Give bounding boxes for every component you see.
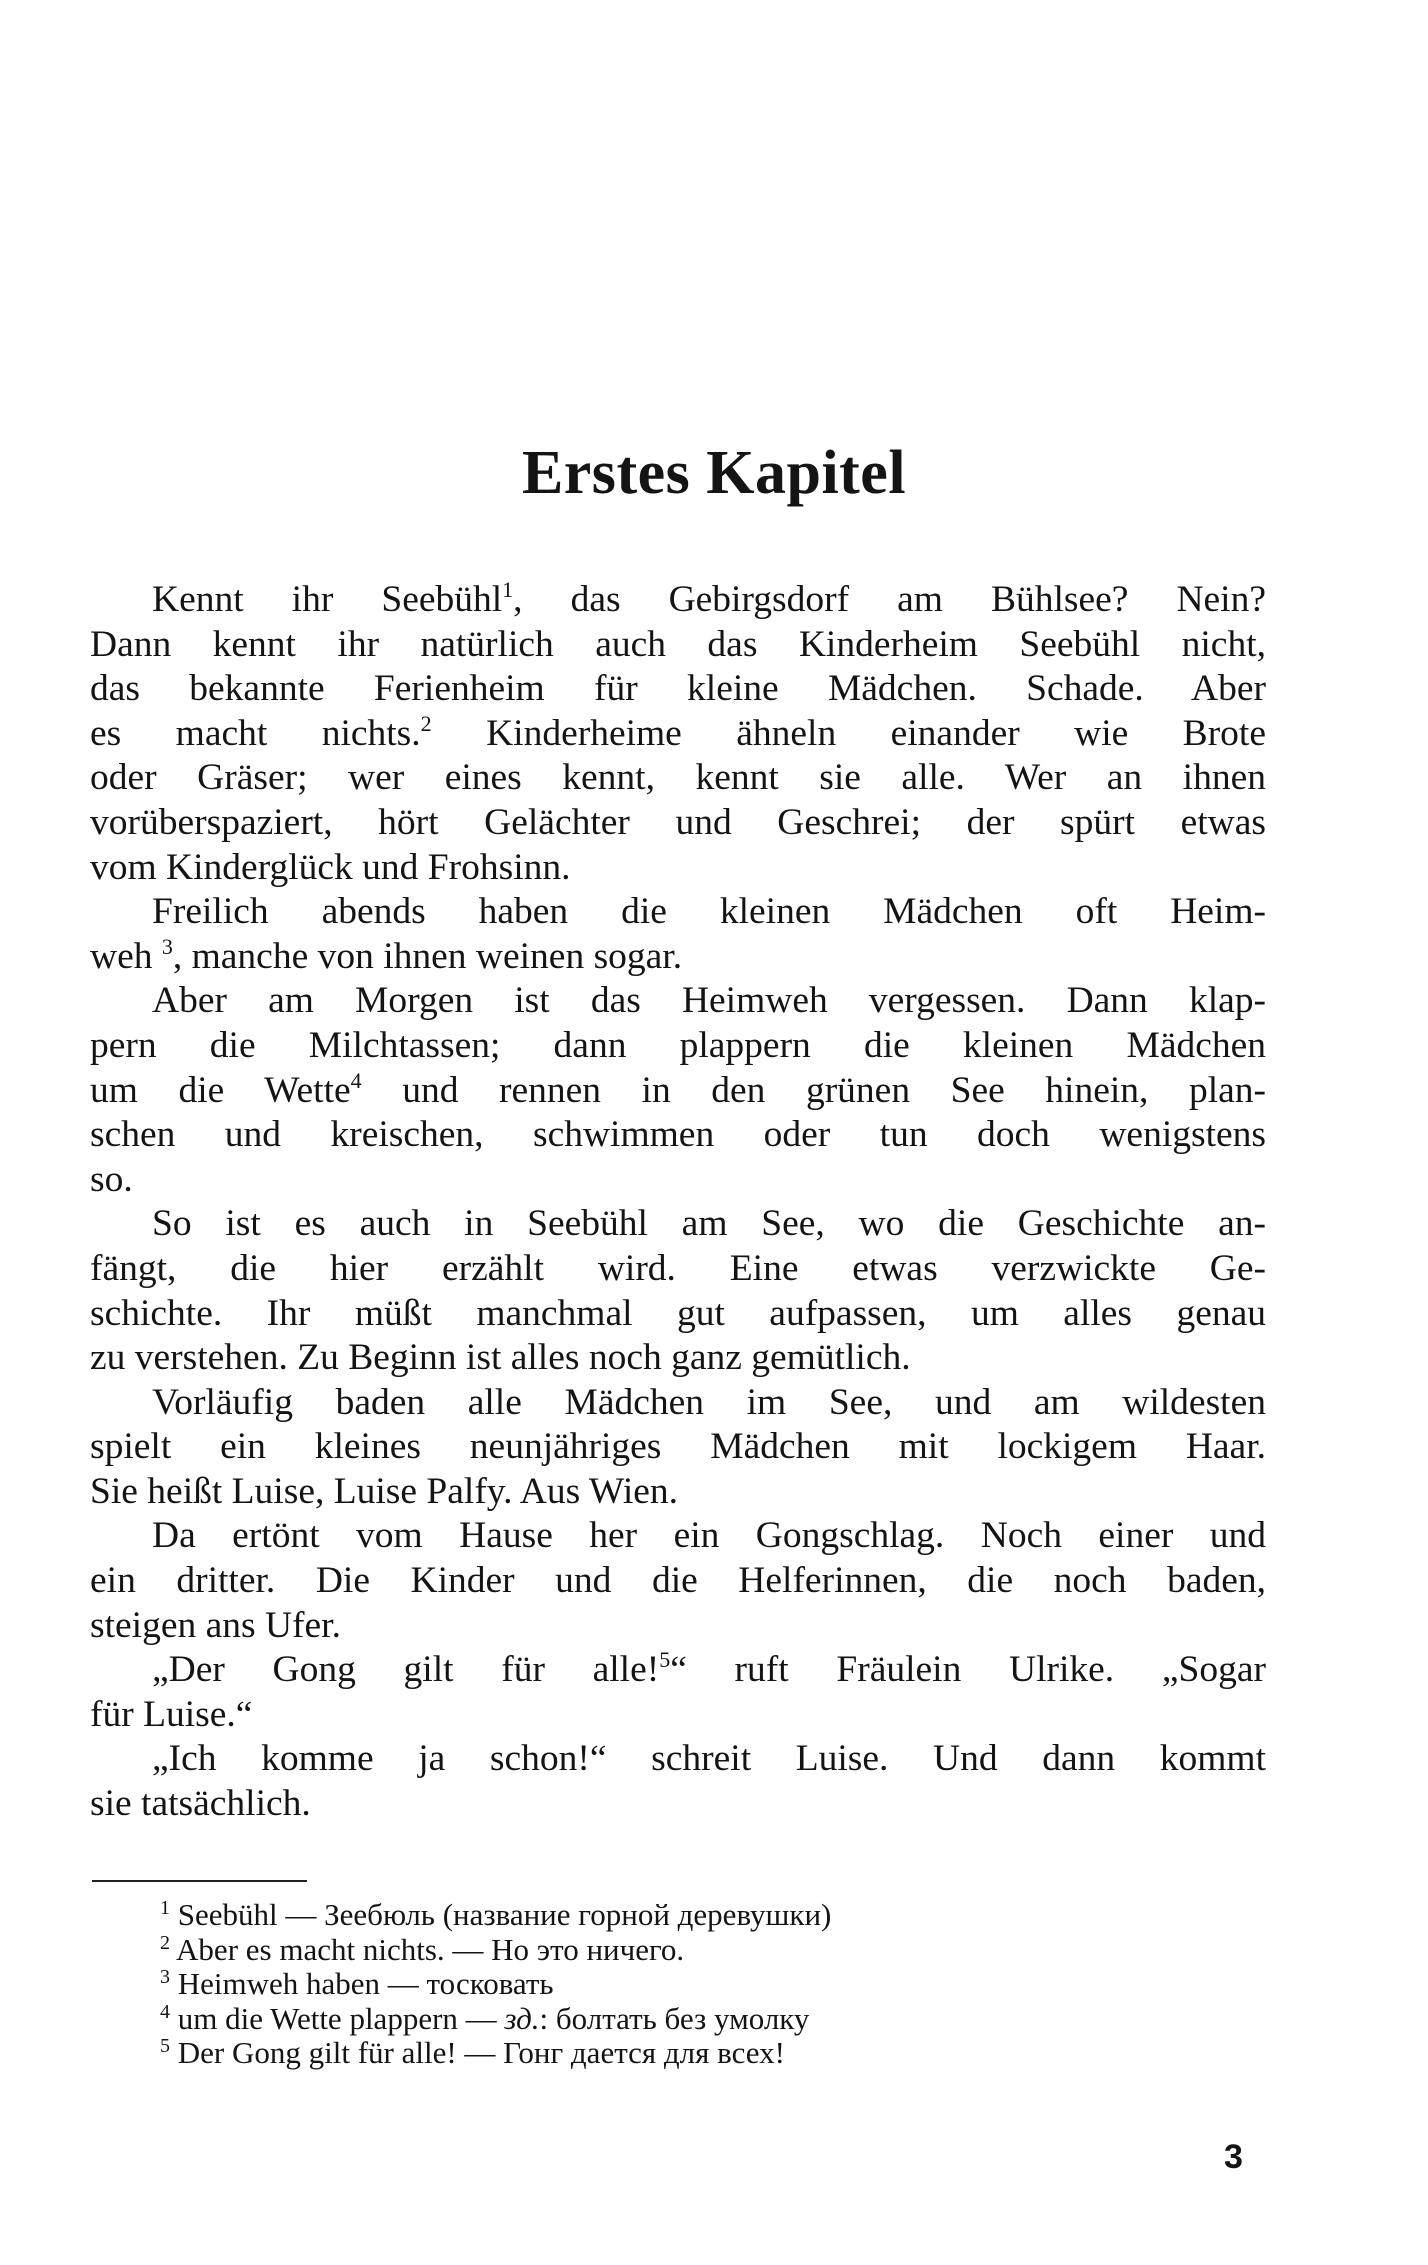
footnote-3 [160,1967,1160,2002]
paragraph [90,1381,1266,1515]
footnote-text: Heimweh haben — тосковать [177,1966,554,2001]
text-segment: Kennt ihr Seebühl [152,579,503,620]
footnote-number: 5 [160,2035,170,2057]
text-line [90,846,1266,891]
footnote-number: 2 [160,1931,170,1954]
text-line [90,935,1266,980]
text-segment: vorüberspaziert, hört Gelächter und Geschrei; der spürt etwas [90,801,1266,843]
footnote-text: Seebühl — Зеебюль (название горной деревушки) [177,1897,832,1932]
text-line [90,1470,1266,1515]
text-segment: “ ruft Fräulein Ulrike. „Sogar [670,1649,1266,1691]
text-segment: Freilich abends haben die kleinen Mädchen oft Heim- [152,891,1266,933]
footnote-text: Aber es macht nichts. — Но это ничего. [176,1931,685,1967]
text-segment: Sie heißt Luise, Luise Palfy. Aus Wien. [90,1470,679,1512]
chapter-title: Erstes Kapitel [521,439,907,507]
footnote-number: 4 [160,2000,170,2023]
text-line [90,1113,1266,1158]
footnote-2 [160,1933,1160,1968]
footnote-italic: зд. [504,2000,540,2036]
text-segment: , manche von ihnen weinen sogar. [172,935,683,977]
page-number: 3 [1224,2138,1243,2176]
text-line [90,1559,1266,1604]
paragraph [90,1737,1266,1826]
text-line [90,578,1266,623]
text-segment: Kinderheime ähneln einander wie Brote [431,712,1266,754]
text-segment: pern die Milchtassen; dann plappern die kleinen Mädchen [90,1024,1266,1066]
text-line [90,1381,1266,1426]
text-segment: Vorläufig baden alle Mädchen im See, und am wildesten [152,1381,1266,1423]
text-segment: „Ich komme ja schon!“ schreit Luise. Und dann kommt [152,1738,1266,1780]
text-segment: weh [90,935,162,977]
text-line [90,667,1266,712]
text-segment: sie tatsächlich. [90,1783,311,1825]
text-segment: so. [90,1158,133,1200]
text-segment: Da ertönt vom Hause her ein Gongschlag. Noch einer und [152,1515,1266,1557]
text-segment: steigen ans Ufer. [90,1604,341,1646]
text-segment: ein dritter. Die Kinder und die Helferinnen, die noch baden, [90,1560,1266,1602]
paragraph [90,979,1266,1202]
text-segment: schichte. Ihr müßt manchmal gut aufpassen, um alles genau [90,1292,1266,1334]
footnote-1 [160,1898,1160,1933]
text-segment: und rennen in den grünen See hinein, plan- [361,1069,1266,1111]
footnote-4 [160,2002,1160,2037]
text-segment: um die Wette [90,1069,351,1111]
text-line [90,1604,1266,1649]
footnote-text: Der Gong gilt für alle! — Гонг дается для всех! [177,2035,785,2070]
text-line [90,1425,1266,1470]
text-segment: das bekannte Ferienheim für kleine Mädchen. Schade. Aber [90,668,1266,710]
text-segment: „Der Gong gilt für alle! [152,1649,660,1691]
footnote-text: : болтать без умолку [539,2000,810,2036]
footnotes [160,1898,1160,2071]
text-line [90,1247,1266,1292]
text-line [90,756,1266,801]
text-line [90,1336,1266,1381]
text-line [90,890,1266,935]
footnote-number: 3 [160,1966,170,1988]
text-line [90,1024,1266,1069]
footnote-marker[interactable]: 5 [659,1647,671,1673]
footnote-marker[interactable]: 3 [161,933,173,959]
text-segment: es macht nichts. [90,712,421,754]
footnote-separator [92,1880,307,1882]
text-segment: zu verstehen. Zu Beginn ist alles noch ganz gemütlich. [90,1337,911,1379]
text-segment: oder Gräser; wer eines kennt, kennt sie alle. Wer an ihnen [90,757,1266,799]
footnote-5 [160,2036,1160,2071]
text-segment: fängt, die hier erzählt wird. Eine etwas verzwickte Ge- [90,1247,1266,1289]
text-segment: für Luise.“ [90,1693,253,1735]
text-line [90,1693,1266,1738]
paragraph [90,1648,1266,1737]
text-line [90,1648,1266,1693]
text-segment: schen und kreischen, schwimmen oder tun doch wenigstens [90,1114,1266,1156]
text-line [90,1737,1266,1782]
paragraph [90,1202,1266,1380]
text-line [90,712,1266,757]
text-line [90,1158,1266,1203]
footnote-marker[interactable]: 4 [350,1067,362,1093]
text-line [90,623,1266,668]
text-line [90,1202,1266,1247]
footnote-marker[interactable]: 1 [502,577,514,602]
text-line [90,1782,1266,1827]
text-segment: spielt ein kleines neunjähriges Mädchen mit lockigem Haar. [90,1426,1266,1468]
text-line [90,801,1266,846]
text-segment: , das Gebirgsdorf am Bühlsee? Nein? [513,579,1266,620]
text-segment: Dann kennt ihr natürlich auch das Kinderheim Seebühl nicht, [90,623,1266,665]
chapter-body [90,578,1266,1827]
text-segment: So ist es auch in Seebühl am See, wo die Geschichte an- [152,1203,1266,1245]
text-segment: Aber am Morgen ist das Heimweh vergessen. Dann klap- [152,980,1266,1022]
paragraph [90,1514,1266,1648]
paragraph [90,890,1266,979]
text-line [90,1292,1266,1337]
footnote-number: 1 [160,1897,170,1919]
text-line [90,979,1266,1024]
text-segment: vom Kinderglück und Frohsinn. [90,846,571,888]
footnote-text: um die Wette plappern — [177,2000,505,2036]
text-line [90,1069,1266,1114]
paragraph [90,578,1266,890]
footnote-marker[interactable]: 2 [420,710,432,736]
text-line [90,1514,1266,1559]
